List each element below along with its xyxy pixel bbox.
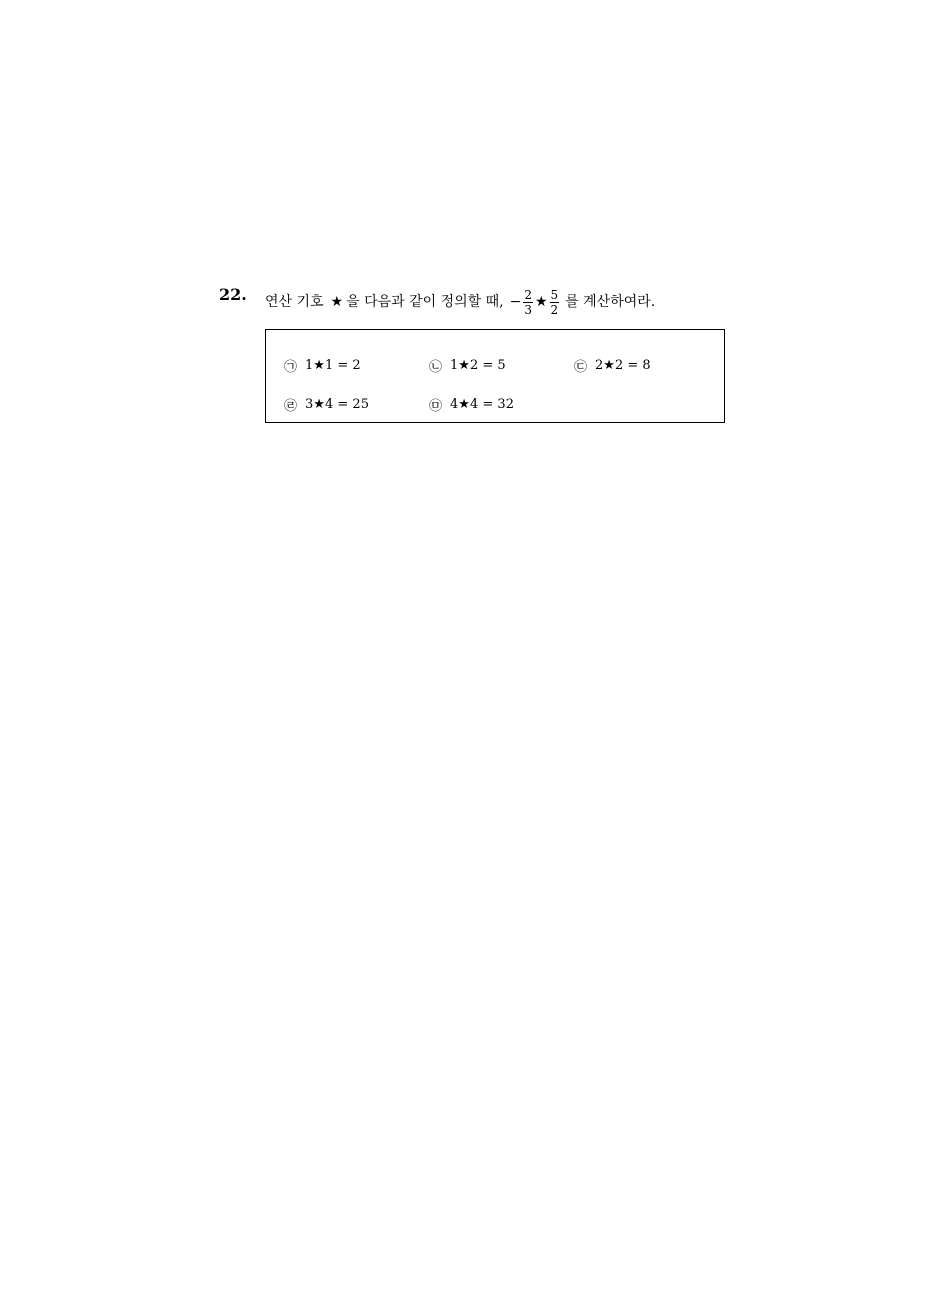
condition-item xyxy=(284,395,369,414)
stem-text-after: 를 계산하여라. xyxy=(565,294,656,310)
minus-sign: − xyxy=(509,294,522,310)
question-stem xyxy=(265,283,659,321)
fraction-second xyxy=(550,288,560,317)
condition-marker: ㉠ xyxy=(284,360,298,375)
star-operator-icon: ★ xyxy=(534,294,548,310)
star-operator-icon: ★ xyxy=(330,294,344,310)
condition-marker: ㉣ xyxy=(284,399,298,414)
conditions-box xyxy=(265,329,725,423)
fraction-second-denominator: 2 xyxy=(550,302,559,317)
stem-text-before: 연산 기호 xyxy=(265,294,324,310)
condition-expression: 1★1 = 2 xyxy=(305,358,361,373)
condition-item xyxy=(574,356,651,375)
fraction-second-numerator: 5 xyxy=(550,287,559,302)
condition-item xyxy=(284,356,361,375)
fraction-first xyxy=(523,288,533,317)
condition-item xyxy=(429,395,514,414)
condition-expression: 4★4 = 32 xyxy=(450,397,514,412)
condition-marker: ㉤ xyxy=(429,399,443,414)
condition-marker: ㉢ xyxy=(574,360,588,375)
condition-expression: 1★2 = 5 xyxy=(450,358,506,373)
fraction-first-numerator: 2 xyxy=(524,287,532,302)
condition-marker: ㉡ xyxy=(429,360,443,375)
condition-expression: 3★4 = 25 xyxy=(305,397,369,412)
condition-expression: 2★2 = 8 xyxy=(595,358,651,373)
condition-item xyxy=(429,356,506,375)
stem-text-middle: 을 다음과 같이 정의할 때, xyxy=(346,294,504,310)
fraction-first-denominator: 3 xyxy=(524,302,532,317)
question-number: 22. xyxy=(219,285,247,304)
